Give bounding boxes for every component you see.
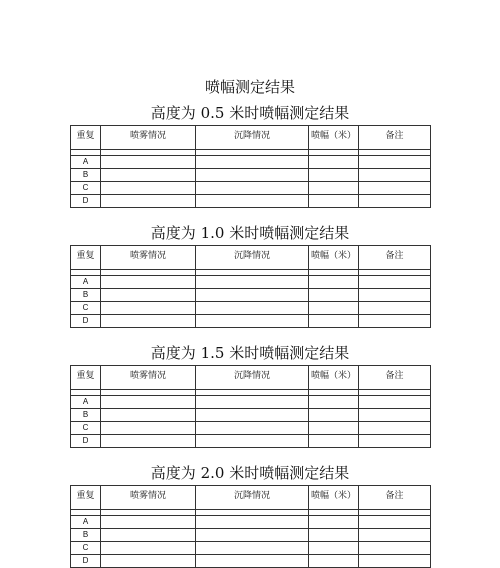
table-cell <box>359 315 431 328</box>
column-header: 备注 <box>359 486 431 510</box>
column-header: 备注 <box>359 246 431 270</box>
table-cell <box>359 302 431 315</box>
row-label: C <box>71 542 101 555</box>
table-cell <box>309 276 359 289</box>
table-cell <box>196 169 309 182</box>
result-table <box>70 125 431 208</box>
section-title: 高度为 2.0 米时喷幅测定结果 <box>150 464 350 482</box>
row-label: C <box>71 182 101 195</box>
table-cell <box>101 182 196 195</box>
table-cell <box>101 156 196 169</box>
result-table <box>70 485 431 568</box>
table-cell <box>309 302 359 315</box>
table-cell <box>359 516 431 529</box>
column-header: 沉降情况 <box>196 486 309 510</box>
row-label: D <box>71 435 101 448</box>
table-cell <box>359 195 431 208</box>
table-cell <box>309 542 359 555</box>
table-cell <box>309 529 359 542</box>
table-cell <box>196 435 309 448</box>
table-cell <box>196 529 309 542</box>
table-cell <box>196 422 309 435</box>
table-cell <box>359 289 431 302</box>
table-cell <box>309 396 359 409</box>
section-title: 高度为 0.5 米时喷幅测定结果 <box>150 104 350 122</box>
table-header-row <box>71 486 431 510</box>
column-header: 喷雾情况 <box>101 366 196 390</box>
table-cell <box>309 195 359 208</box>
table-cell <box>359 529 431 542</box>
table-row <box>71 542 431 555</box>
row-label: A <box>71 156 101 169</box>
table-row <box>71 409 431 422</box>
table-row <box>71 302 431 315</box>
table-cell <box>359 422 431 435</box>
table-cell <box>196 516 309 529</box>
column-header: 喷雾情况 <box>101 246 196 270</box>
table-cell <box>196 195 309 208</box>
column-header: 喷幅（米） <box>309 366 359 390</box>
table-cell <box>309 169 359 182</box>
section-title: 高度为 1.0 米时喷幅测定结果 <box>150 224 350 242</box>
column-header: 沉降情况 <box>196 366 309 390</box>
table-cell <box>309 289 359 302</box>
table-cell <box>101 169 196 182</box>
row-label: B <box>71 169 101 182</box>
table-cell <box>196 542 309 555</box>
document-title: 喷幅测定结果 <box>204 78 295 96</box>
table-cell <box>196 409 309 422</box>
table-cell <box>309 315 359 328</box>
table-cell <box>359 156 431 169</box>
table-cell <box>359 396 431 409</box>
table-cell <box>359 182 431 195</box>
table-header-row <box>71 366 431 390</box>
column-header: 重复 <box>71 246 101 270</box>
table-cell <box>101 529 196 542</box>
row-label: C <box>71 422 101 435</box>
table-row <box>71 315 431 328</box>
row-label: B <box>71 529 101 542</box>
table-cell <box>101 422 196 435</box>
table-row <box>71 435 431 448</box>
column-header: 重复 <box>71 126 101 150</box>
table-row <box>71 276 431 289</box>
table-cell <box>196 302 309 315</box>
table-row <box>71 289 431 302</box>
result-table <box>70 245 431 328</box>
column-header: 重复 <box>71 486 101 510</box>
column-header: 喷幅（米） <box>309 126 359 150</box>
row-label: B <box>71 289 101 302</box>
table-cell <box>359 435 431 448</box>
table-cell <box>101 409 196 422</box>
table-cell <box>101 435 196 448</box>
row-label: C <box>71 302 101 315</box>
table-cell <box>309 516 359 529</box>
table-cell <box>101 315 196 328</box>
table-cell <box>101 516 196 529</box>
table-cell <box>196 276 309 289</box>
column-header: 沉降情况 <box>196 126 309 150</box>
row-label: D <box>71 195 101 208</box>
table-row <box>71 422 431 435</box>
table-cell <box>101 396 196 409</box>
column-header: 喷雾情况 <box>101 486 196 510</box>
row-label: A <box>71 276 101 289</box>
table-row <box>71 156 431 169</box>
table-cell <box>359 169 431 182</box>
table-cell <box>196 315 309 328</box>
table-cell <box>309 156 359 169</box>
table-header-row <box>71 126 431 150</box>
table-cell <box>101 289 196 302</box>
row-label: B <box>71 409 101 422</box>
table-cell <box>309 182 359 195</box>
table-cell <box>101 195 196 208</box>
table-cell <box>101 542 196 555</box>
column-header: 备注 <box>359 366 431 390</box>
row-label: D <box>71 555 101 568</box>
row-label: A <box>71 396 101 409</box>
section-title: 高度为 1.5 米时喷幅测定结果 <box>150 344 350 362</box>
table-row <box>71 529 431 542</box>
table-cell <box>359 542 431 555</box>
table-header-row <box>71 246 431 270</box>
table-cell <box>359 276 431 289</box>
table-row <box>71 516 431 529</box>
row-label: A <box>71 516 101 529</box>
column-header: 重复 <box>71 366 101 390</box>
table-cell <box>196 182 309 195</box>
result-table <box>70 365 431 448</box>
column-header: 喷幅（米） <box>309 246 359 270</box>
table-row <box>71 182 431 195</box>
table-cell <box>309 422 359 435</box>
column-header: 喷雾情况 <box>101 126 196 150</box>
table-cell <box>309 409 359 422</box>
table-row <box>71 169 431 182</box>
table-cell <box>309 435 359 448</box>
table-cell <box>196 156 309 169</box>
table-cell <box>101 302 196 315</box>
table-cell <box>101 276 196 289</box>
table-cell <box>196 396 309 409</box>
column-header: 备注 <box>359 126 431 150</box>
table-row <box>71 195 431 208</box>
column-header: 喷幅（米） <box>309 486 359 510</box>
column-header: 沉降情况 <box>196 246 309 270</box>
table-cell <box>196 289 309 302</box>
table-row <box>71 396 431 409</box>
table-cell <box>359 409 431 422</box>
row-label: D <box>71 315 101 328</box>
